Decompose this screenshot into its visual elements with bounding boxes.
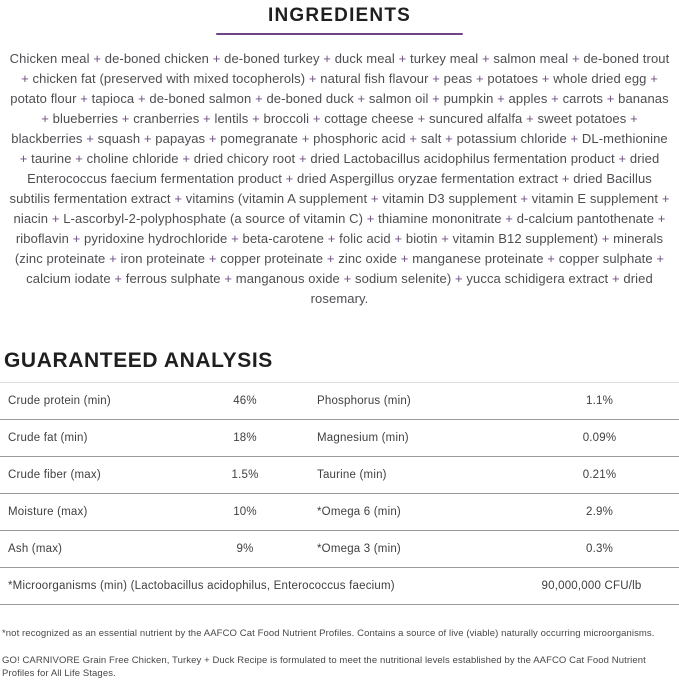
ingredients-text: Chicken meal + de-boned chicken + de-boned turkey + duck meal + turkey meal + salmon meal + de-boned trout + chicken fat (preserved with mixed tocopherols) + natural fish flavour + peas + potatoes + whole dried egg + potato flour + tapioca + de-boned salmon + de-boned duck + salmon oil + pumpkin + apples + carrots + bananas + blueberries + cranberries + lentils + broccoli + cottage cheese + suncured alfalfa + sweet potatoes + blackberries + squash + papayas + pomegranate + phosphoric acid + salt + potassium chloride + DL-methionine + taurine + choline chloride + dried chicory root + dried Lactobacillus acidophilus fermentation product + dried Enterococcus faecium fermentation product + dried Aspergillus oryzae fermentation extract + dried Bacillus subtilis fermentation extract + vitamins (vitamin A supplement + vitamin D3 supplement + vitamin E supplement + niacin + L-ascorbyl-2-polyphosphate (a source of vitamin C) + thiamine mononitrate + d-calcium pantothenate + riboflavin + pyridoxine hydrochloride + beta-carotene + folic acid + biotin + vitamin B12 supplement) + minerals (zinc proteinate + iron proteinate + copper proteinate + zinc oxide + manganese proteinate + copper sulphate + calcium iodate + ferrous sulphate + manganous oxide + sodium selenite) + yucca schidigera extract + dried rosemary. <box>9 51 670 306</box>
analysis-row-protein-phosphorus <box>0 383 679 420</box>
nutrient-label: Phosphorus (min) <box>317 395 411 407</box>
analysis-row-ash-omega3 <box>0 531 679 568</box>
nutrient-label: Moisture (max) <box>8 506 88 518</box>
nutrient-value: 18% <box>233 432 257 444</box>
analysis-row-moisture-omega6 <box>0 494 679 531</box>
nutrient-value: 46% <box>233 395 257 407</box>
guaranteed-analysis-title: GUARANTEED ANALYSIS <box>4 349 273 372</box>
analysis-row-microorganisms <box>0 568 679 605</box>
guaranteed-analysis-table <box>0 382 679 605</box>
nutrient-label: *Microorganisms (min) (Lactobacillus acidophilus, Enterococcus faecium) <box>8 580 395 592</box>
nutrient-value: 1.1% <box>585 395 613 407</box>
nutrient-label: Crude fiber (max) <box>8 469 101 481</box>
formulation-footnote: GO! CARNIVORE Grain Free Chicken, Turkey + Duck Recipe is formulated to meet the nutritional levels established by the AAFCO Cat Food Nutrient Profiles for All Life Stages. <box>2 655 646 679</box>
nutrient-value: 0.3% <box>585 543 613 555</box>
nutrient-label: Ash (max) <box>8 543 63 555</box>
ingredients-section-title: INGREDIENTS <box>267 5 412 26</box>
nutrient-value: 10% <box>233 506 257 518</box>
nutrient-label: Crude fat (min) <box>8 432 88 444</box>
analysis-row-fat-magnesium <box>0 420 679 457</box>
nutrient-label: *Omega 6 (min) <box>317 506 401 518</box>
nutrient-label: Crude protein (min) <box>8 395 111 407</box>
nutrient-label: Taurine (min) <box>317 469 387 481</box>
aafco-footnote: *not recognized as an essential nutrient by the AAFCO Cat Food Nutrient Profiles. Contains a source of live (viable) naturally occurring microorganisms. <box>2 628 655 639</box>
nutrient-value: 2.9% <box>585 506 613 518</box>
nutrient-value: 90,000,000 CFU/lb <box>541 580 642 592</box>
nutrient-label: Magnesium (min) <box>317 432 409 444</box>
nutrient-value: 9% <box>236 543 254 555</box>
purple-divider-rule <box>216 33 463 35</box>
nutrient-value: 1.5% <box>231 469 259 481</box>
nutrient-value: 0.21% <box>582 469 617 481</box>
nutrient-value: 0.09% <box>582 432 617 444</box>
nutrient-label: *Omega 3 (min) <box>317 543 401 555</box>
analysis-row-fiber-taurine <box>0 457 679 494</box>
